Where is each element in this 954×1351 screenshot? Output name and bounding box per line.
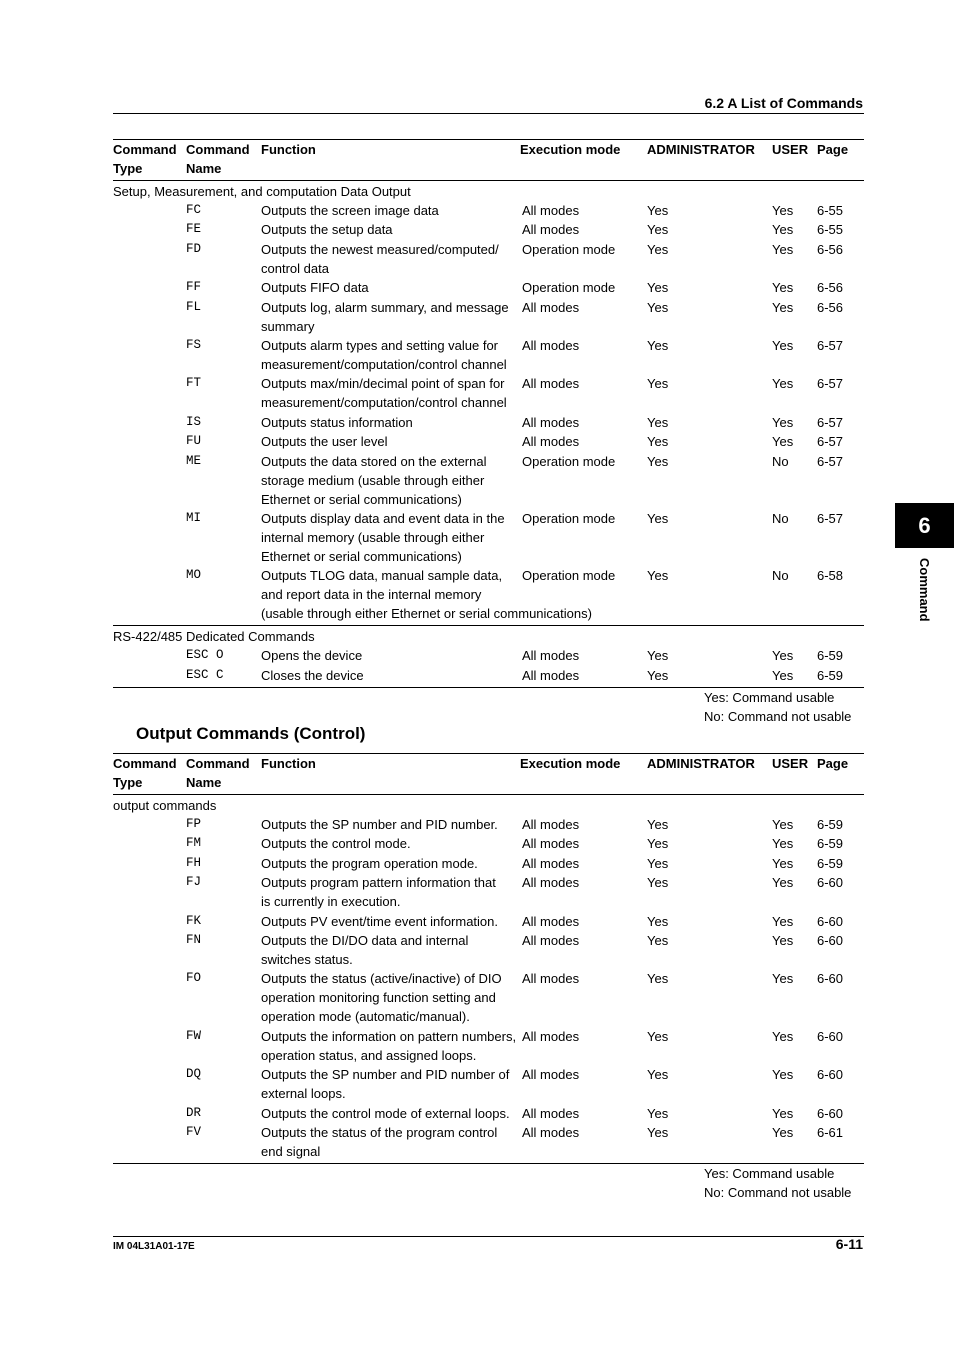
page-reference: 6-56 — [817, 299, 844, 315]
user-usable: Yes — [772, 1105, 794, 1121]
command-function — [261, 1123, 521, 1161]
column-header-user — [772, 140, 816, 159]
column-header-function — [261, 140, 521, 159]
command-function — [261, 912, 521, 931]
table-row — [113, 854, 864, 873]
function-line: Outputs the SP number and PID number. — [261, 817, 498, 832]
table-row — [113, 298, 864, 336]
table-row — [113, 1027, 864, 1065]
command-function — [261, 220, 521, 239]
table-header-row — [113, 140, 864, 179]
execution-mode: Operation mode — [522, 241, 616, 257]
table-row — [113, 413, 864, 432]
command-function — [261, 201, 521, 220]
command-name: FL — [186, 299, 202, 314]
execution-mode: Operation mode — [522, 568, 616, 584]
table-row — [113, 815, 864, 834]
execution-mode: All modes — [522, 1028, 580, 1044]
administrator-usable: Yes — [647, 1067, 669, 1083]
administrator-usable: Yes — [647, 299, 669, 315]
column-header-page — [817, 140, 864, 159]
command-name: FN — [186, 932, 202, 947]
execution-mode: All modes — [522, 222, 580, 238]
command-name: ESC O — [186, 648, 224, 663]
execution-mode: All modes — [522, 855, 580, 871]
page-reference: 6-57 — [817, 337, 844, 353]
page-reference: 6-57 — [817, 434, 844, 450]
legend-no: No: Command not usable — [704, 709, 852, 724]
command-function — [261, 1104, 521, 1123]
function-line: Outputs the SP number and PID number of — [261, 1067, 510, 1083]
user-usable: Yes — [772, 1028, 794, 1044]
command-name: FD — [186, 241, 202, 256]
column-header-execution-mode-line: Execution mode — [520, 756, 621, 771]
administrator-usable: Yes — [647, 855, 669, 871]
function-line: Outputs the screen image data — [261, 203, 439, 218]
table-row — [113, 1104, 864, 1123]
chapter-tab-label: Command — [917, 558, 932, 622]
execution-mode: All modes — [522, 913, 580, 929]
column-header-administrator — [647, 754, 771, 773]
page-reference: 6-57 — [817, 453, 844, 469]
function-line: Outputs status information — [261, 414, 413, 430]
page-reference: 6-59 — [817, 648, 844, 664]
page-reference: 6-59 — [817, 855, 844, 871]
footer-rule — [113, 1236, 864, 1237]
administrator-usable: Yes — [647, 434, 669, 450]
page-reference: 6-55 — [817, 203, 844, 218]
function-line: (usable through either Ethernet or serial communications) — [261, 606, 592, 622]
function-line: measurement/computation/control channel — [261, 395, 507, 411]
column-header-execution-mode — [520, 140, 645, 159]
column-header-administrator-line: ADMINISTRATOR — [647, 756, 755, 771]
page-reference: 6-60 — [817, 932, 844, 948]
column-header-page-line: Page — [817, 142, 849, 157]
table-row — [113, 873, 864, 911]
function-line: Outputs the setup data — [261, 222, 393, 238]
function-line: Outputs display data and event data in the — [261, 510, 505, 526]
command-name: MO — [186, 568, 202, 583]
column-header-type — [113, 140, 185, 178]
function-line: Outputs the DI/DO data and internal — [261, 932, 469, 948]
column-header-name — [186, 140, 258, 178]
function-line: Outputs the user level — [261, 434, 388, 450]
user-usable: Yes — [772, 222, 794, 238]
page-reference: 6-59 — [817, 667, 844, 683]
function-line: Ethernet or serial communications) — [261, 548, 462, 564]
table-row — [113, 432, 864, 451]
function-line: Outputs max/min/decimal point of span for — [261, 376, 505, 392]
user-usable: Yes — [772, 299, 794, 315]
column-header-name-line: Name — [186, 775, 222, 790]
execution-mode: All modes — [522, 836, 580, 852]
page-reference: 6-61 — [817, 1124, 844, 1140]
section-title-output-control: Output Commands (Control) — [136, 724, 366, 743]
execution-mode: All modes — [522, 932, 580, 948]
command-name: FW — [186, 1028, 202, 1043]
table-row — [113, 912, 864, 931]
user-usable: Yes — [772, 1067, 794, 1083]
command-function — [261, 336, 521, 374]
function-line: measurement/computation/control channel — [261, 356, 507, 372]
user-usable: Yes — [772, 203, 794, 218]
command-function — [261, 969, 521, 1026]
command-function — [261, 834, 521, 853]
command-function — [261, 374, 521, 412]
user-usable: Yes — [772, 875, 794, 891]
user-usable: Yes — [772, 667, 794, 683]
administrator-usable: Yes — [647, 836, 669, 852]
user-usable: Yes — [772, 817, 794, 832]
table-row — [113, 509, 864, 566]
table-row — [113, 1065, 864, 1103]
administrator-usable: Yes — [647, 817, 669, 832]
command-function — [261, 666, 521, 685]
page-reference: 6-60 — [817, 1028, 844, 1044]
column-header-user-line: USER — [772, 756, 809, 771]
legend — [704, 1164, 851, 1202]
administrator-usable: Yes — [647, 913, 669, 929]
command-function — [261, 509, 521, 566]
function-line: Outputs the status (active/inactive) of DIO — [261, 971, 502, 987]
document-id: IM 04L31A01-17E — [113, 1241, 195, 1252]
command-name: ESC C — [186, 667, 224, 682]
execution-mode: All modes — [522, 648, 580, 664]
function-line: Outputs the control mode. — [261, 836, 411, 852]
column-header-page — [817, 754, 864, 773]
user-usable: Yes — [772, 414, 794, 430]
function-line: Outputs program pattern information that — [261, 875, 496, 891]
execution-mode: All modes — [522, 414, 580, 430]
page-reference: 6-60 — [817, 913, 844, 929]
execution-mode: All modes — [522, 817, 580, 832]
function-line: Outputs the information on pattern numbers, — [261, 1028, 517, 1044]
header-rule — [113, 113, 864, 114]
user-usable: Yes — [772, 434, 794, 450]
administrator-usable: Yes — [647, 453, 669, 469]
administrator-usable: Yes — [647, 414, 669, 430]
chapter-tab[interactable]: 6 — [895, 503, 954, 548]
administrator-usable: Yes — [647, 1124, 669, 1140]
execution-mode: All modes — [522, 1067, 580, 1083]
page-reference: 6-57 — [817, 414, 844, 430]
command-name: FV — [186, 1124, 202, 1139]
command-name: FF — [186, 280, 202, 295]
user-usable: Yes — [772, 971, 794, 987]
function-line: storage medium (usable through either — [261, 472, 485, 488]
function-line: summary — [261, 318, 315, 334]
command-name: FH — [186, 855, 202, 870]
administrator-usable: Yes — [647, 337, 669, 353]
function-line: control data — [261, 260, 329, 276]
user-usable: Yes — [772, 855, 794, 871]
legend-yes: Yes: Command usable — [704, 690, 835, 705]
command-name: FS — [186, 337, 202, 352]
legend — [704, 688, 851, 726]
command-function — [261, 646, 521, 665]
table-row — [113, 220, 864, 239]
command-name: FM — [186, 836, 202, 851]
column-header-administrator — [647, 140, 771, 159]
function-line: Outputs FIFO data — [261, 280, 369, 296]
command-name: FP — [186, 817, 202, 831]
function-line: Outputs the newest measured/computed/ — [261, 241, 499, 257]
administrator-usable: Yes — [647, 568, 669, 584]
administrator-usable: Yes — [647, 1105, 669, 1121]
legend-no: No: Command not usable — [704, 1185, 852, 1200]
column-header-administrator-line: ADMINISTRATOR — [647, 142, 755, 157]
administrator-usable: Yes — [647, 667, 669, 683]
group-title: RS-422/485 Dedicated Commands — [113, 629, 315, 645]
execution-mode: All modes — [522, 875, 580, 891]
command-function — [261, 815, 521, 834]
table-row — [113, 452, 864, 509]
user-usable: Yes — [772, 337, 794, 353]
function-line: Outputs the control mode of external loops. — [261, 1105, 510, 1121]
table-row — [113, 201, 864, 220]
administrator-usable: Yes — [647, 376, 669, 392]
execution-mode: All modes — [522, 337, 580, 353]
user-usable: Yes — [772, 280, 794, 296]
function-line: is currently in execution. — [261, 894, 401, 910]
page-reference: 6-56 — [817, 241, 844, 257]
command-name: FC — [186, 203, 202, 217]
column-header-function-line: Function — [261, 756, 316, 771]
page-reference: 6-60 — [817, 875, 844, 891]
group-title: Setup, Measurement, and computation Data Output — [113, 184, 411, 199]
command-table-data-output — [113, 140, 864, 688]
command-function — [261, 452, 521, 509]
table-row — [113, 374, 864, 412]
function-line: Outputs the status of the program control — [261, 1124, 498, 1140]
table-row — [113, 834, 864, 853]
page-reference: 6-59 — [817, 836, 844, 852]
column-header-type-line: Command — [113, 756, 177, 771]
administrator-usable: Yes — [647, 971, 669, 987]
administrator-usable: Yes — [647, 510, 669, 526]
column-header-execution-mode-line: Execution mode — [520, 142, 621, 157]
table-row — [113, 969, 864, 1026]
table-row — [113, 240, 864, 278]
table-row — [113, 666, 864, 685]
table-row — [113, 1123, 864, 1161]
page-reference: 6-56 — [817, 280, 844, 296]
function-line: end signal — [261, 1143, 321, 1159]
column-header-name-line: Command — [186, 756, 250, 771]
column-header-function-line: Function — [261, 142, 316, 157]
execution-mode: All modes — [522, 971, 580, 987]
user-usable: Yes — [772, 836, 794, 852]
command-function — [261, 931, 521, 969]
function-line: operation monitoring function setting and — [261, 990, 496, 1006]
execution-mode: All modes — [522, 376, 580, 392]
function-line: Opens the device — [261, 648, 363, 664]
function-line: Closes the device — [261, 667, 364, 683]
table-row — [113, 566, 864, 623]
function-line: Outputs the data stored on the external — [261, 453, 487, 469]
page-reference: 6-60 — [817, 1105, 844, 1121]
command-function — [261, 413, 521, 432]
administrator-usable: Yes — [647, 648, 669, 664]
column-header-name-line: Name — [186, 161, 222, 176]
function-line: internal memory (usable through either — [261, 529, 485, 545]
administrator-usable: Yes — [647, 222, 669, 238]
command-function — [261, 240, 521, 278]
command-name: FT — [186, 376, 202, 391]
administrator-usable: Yes — [647, 1028, 669, 1044]
user-usable: No — [772, 510, 789, 526]
command-name: MI — [186, 510, 202, 525]
user-usable: Yes — [772, 932, 794, 948]
function-line: Outputs the program operation mode. — [261, 855, 478, 871]
execution-mode: All modes — [522, 434, 580, 450]
function-line: Outputs PV event/time event information. — [261, 913, 499, 929]
function-line: Outputs TLOG data, manual sample data, — [261, 568, 503, 584]
command-name: FJ — [186, 875, 202, 890]
execution-mode: All modes — [522, 299, 580, 315]
command-function — [261, 854, 521, 873]
execution-mode: All modes — [522, 203, 580, 218]
administrator-usable: Yes — [647, 932, 669, 948]
command-function — [261, 873, 521, 911]
function-line: Outputs alarm types and setting value for — [261, 337, 499, 353]
execution-mode: Operation mode — [522, 280, 616, 296]
column-header-type — [113, 754, 185, 792]
table-row — [113, 646, 864, 665]
page-number: 6-11 — [835, 1236, 863, 1252]
column-header-page-line: Page — [817, 756, 849, 771]
group-title: output commands — [113, 798, 217, 813]
function-line: Ethernet or serial communications) — [261, 491, 462, 507]
command-function — [261, 432, 521, 451]
command-table-output-control — [113, 754, 864, 1164]
user-usable: Yes — [772, 376, 794, 392]
column-header-execution-mode — [520, 754, 645, 773]
page-reference: 6-59 — [817, 817, 844, 832]
page-reference: 6-57 — [817, 376, 844, 392]
user-usable: Yes — [772, 241, 794, 257]
execution-mode: All modes — [522, 1124, 580, 1140]
function-line: operation status, and assigned loops. — [261, 1047, 477, 1063]
command-name: FE — [186, 222, 202, 237]
command-name: FK — [186, 913, 202, 928]
table-row — [113, 278, 864, 297]
table-header-row — [113, 754, 864, 793]
user-usable: No — [772, 453, 789, 469]
function-line: Outputs log, alarm summary, and message — [261, 299, 509, 315]
legend-yes: Yes: Command usable — [704, 1166, 835, 1181]
command-name: DQ — [186, 1067, 202, 1082]
administrator-usable: Yes — [647, 241, 669, 257]
function-line: switches status. — [261, 951, 353, 967]
command-name: ME — [186, 453, 202, 468]
command-name: FU — [186, 434, 202, 449]
execution-mode: Operation mode — [522, 510, 616, 526]
administrator-usable: Yes — [647, 203, 669, 218]
execution-mode: All modes — [522, 1105, 580, 1121]
command-name: IS — [186, 414, 202, 429]
user-usable: Yes — [772, 648, 794, 664]
command-name: DR — [186, 1105, 202, 1120]
column-header-type-line: Type — [113, 161, 143, 176]
execution-mode: Operation mode — [522, 453, 616, 469]
table-row — [113, 931, 864, 969]
command-function — [261, 1027, 521, 1065]
page-reference: 6-60 — [817, 1067, 844, 1083]
command-function — [261, 298, 521, 336]
command-name: FO — [186, 971, 202, 986]
column-header-name — [186, 754, 258, 792]
user-usable: Yes — [772, 913, 794, 929]
command-function — [261, 1065, 521, 1103]
function-line: external loops. — [261, 1086, 346, 1102]
administrator-usable: Yes — [647, 280, 669, 296]
command-function — [261, 278, 521, 297]
column-header-name-line: Command — [186, 142, 250, 157]
table-row — [113, 336, 864, 374]
execution-mode: All modes — [522, 667, 580, 683]
column-header-type-line: Type — [113, 775, 143, 790]
column-header-user — [772, 754, 816, 773]
user-usable: No — [772, 568, 789, 584]
function-line: operation mode (automatic/manual). — [261, 1009, 470, 1025]
page-reference: 6-57 — [817, 510, 844, 526]
page-reference: 6-55 — [817, 222, 844, 238]
column-header-function — [261, 754, 521, 773]
section-header: 6.2 A List of Commands — [704, 95, 863, 111]
user-usable: Yes — [772, 1124, 794, 1140]
column-header-type-line: Command — [113, 142, 177, 157]
column-header-user-line: USER — [772, 142, 809, 157]
function-line: and report data in the internal memory — [261, 587, 482, 603]
page-reference: 6-60 — [817, 971, 844, 987]
page-reference: 6-58 — [817, 568, 844, 584]
administrator-usable: Yes — [647, 875, 669, 891]
